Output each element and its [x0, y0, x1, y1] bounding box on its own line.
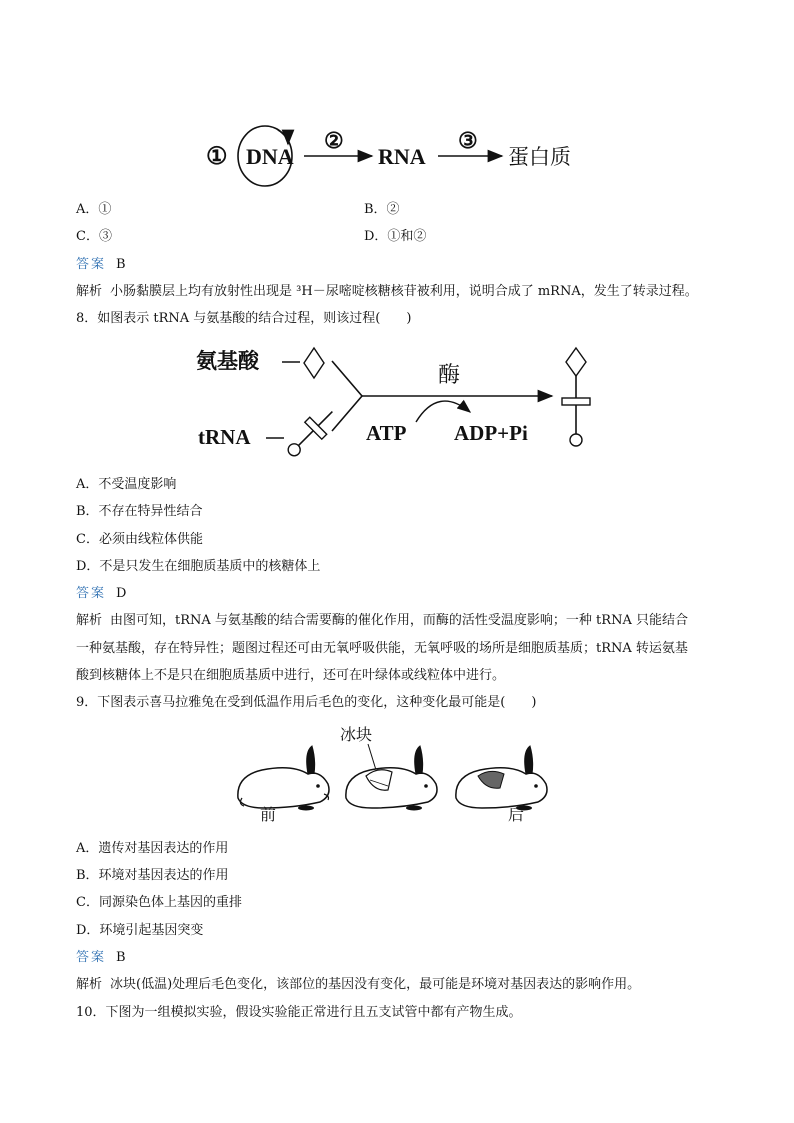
label-after: 后	[508, 805, 525, 824]
rabbit-after	[456, 746, 547, 811]
answer-value: B	[116, 950, 126, 965]
q8-option-d: D．不是只发生在细胞质基质中的核糖体上	[76, 559, 321, 574]
label-trna: tRNA	[198, 425, 251, 449]
q9-stem: 9．下图表示喜马拉雅兔在受到低温作用后毛色的变化，这种变化最可能是( )	[76, 695, 537, 710]
explanation-text: 冰块(低温)处理后毛色变化，该部位的基因没有变化，最可能是环境对基因表达的影响作用。	[110, 977, 641, 992]
ice-pointer	[368, 744, 376, 770]
q10-stem: 10．下图为一组模拟实验，假设实验能正常进行且五支试管中都有产物生成。	[76, 1005, 522, 1020]
q7-explanation	[76, 283, 698, 301]
q9-option-a: A．遗传对基因表达的作用	[76, 841, 229, 856]
q7-option-b: B．②	[364, 202, 400, 217]
explanation-text: 小肠黏膜层上均有放射性出现是 ³H－尿嘧啶核糖核苷被利用，说明合成了 mRNA，发生了转录过程。	[110, 284, 698, 299]
q8-option-a: A．不受温度影响	[76, 477, 177, 492]
central-dogma-figure	[200, 124, 600, 194]
rabbit-before	[238, 746, 329, 811]
trna-amino-acid-figure	[190, 336, 610, 466]
q8-explanation-line-2: 一种氨基酸，存在特异性；题图过程还可由无氧呼吸供能，无氧呼吸的场所是细胞质基质；tRNA 转运氨基	[76, 641, 688, 656]
label-enzyme: 酶	[438, 363, 461, 388]
answer-label: 答案	[76, 950, 107, 965]
atp-arrow	[416, 401, 470, 422]
label-atp: ATP	[366, 421, 407, 445]
q7-option-c: C．③	[76, 229, 112, 244]
explanation-label: 解析	[76, 284, 103, 299]
answer-value: D	[116, 586, 127, 601]
q8-option-c: C．必须由线粒体供能	[76, 532, 203, 547]
label-rna: RNA	[378, 144, 426, 169]
explanation-text: 由图可知，tRNA 与氨基酸的结合需要酶的催化作用，而酶的活性受温度影响；一种 tRNA 只能结合	[110, 613, 688, 628]
q8-explanation-line-3: 酸到核糖体上不是只在细胞质基质中进行，还可在叶绿体或线粒体中进行。	[76, 668, 506, 683]
himalayan-rabbit-figure	[226, 720, 566, 830]
charged-trna	[562, 348, 590, 446]
q8-answer	[76, 585, 126, 603]
label-adp-pi: ADP+Pi	[454, 421, 528, 445]
explanation-label: 解析	[76, 977, 103, 992]
answer-value: B	[116, 257, 126, 272]
q8-option-b: B．不存在特异性结合	[76, 504, 203, 519]
label-ice: 冰块	[340, 725, 373, 744]
rabbit-with-ice	[346, 746, 437, 811]
q7-option-d: D．①和②	[364, 229, 427, 244]
label-circle-3: ③	[458, 128, 478, 153]
q8-explanation-line-1	[76, 612, 688, 630]
answer-label: 答案	[76, 586, 107, 601]
q9-option-d: D．环境引起基因突变	[76, 923, 204, 938]
explanation-label: 解析	[76, 613, 103, 628]
q9-option-c: C．同源染色体上基因的重排	[76, 895, 242, 910]
merge-lines	[332, 361, 362, 431]
q9-answer	[76, 949, 126, 967]
q7-option-a: A．①	[76, 202, 112, 217]
label-before: 前	[260, 805, 277, 824]
amino-acid-diamond	[304, 348, 324, 378]
label-circle-1: ①	[206, 144, 228, 170]
label-dna: DNA	[246, 144, 294, 169]
answer-label: 答案	[76, 257, 107, 272]
q7-answer	[76, 256, 126, 274]
trna-molecule	[281, 403, 340, 462]
q9-explanation	[76, 976, 640, 994]
q8-stem: 8．如图表示 tRNA 与氨基酸的结合过程，则该过程( )	[76, 311, 412, 326]
replication-arrow	[278, 130, 288, 144]
label-circle-2: ②	[324, 128, 344, 153]
q9-option-b: B．环境对基因表达的作用	[76, 868, 229, 883]
label-protein: 蛋白质	[508, 145, 571, 169]
label-amino-acid: 氨基酸	[196, 349, 259, 373]
